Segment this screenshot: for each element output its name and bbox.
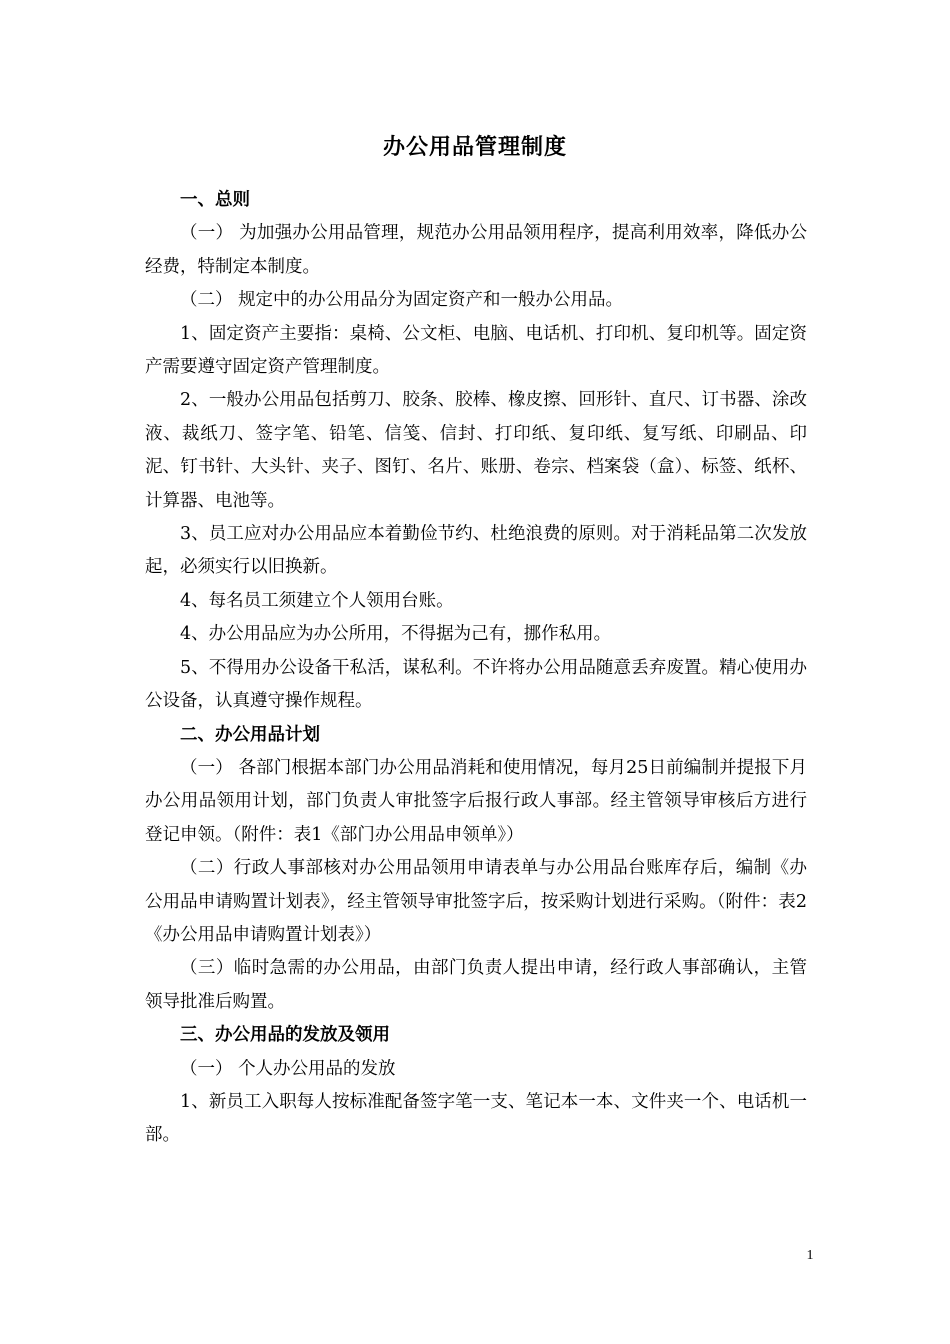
document-title: 办公用品管理制度	[382, 134, 567, 160]
paragraph: 1、固定资产主要指：桌椅、公文柜、电脑、电话机、打印机、复印机等。固定资产需要遵守固定资产管理制度。	[145, 323, 807, 378]
paragraph: 1、新员工入职每人按标准配备签字笔一支、笔记本一本、文件夹一个、电话机一部。	[145, 1091, 807, 1146]
paragraph: （一） 个人办公用品的发放	[180, 1058, 396, 1079]
paragraph: （一） 各部门根据本部门办公用品消耗和使用情况，每月25日前编制并提报下月办公用品领用计划，部门负责人审批签字后报行政人事部。经主管领导审核后方进行登记申领。（附件：表1《部门办公用品申领单》）	[145, 757, 807, 845]
paragraph: （一） 为加强办公用品管理，规范办公用品领用程序，提高利用效率，降低办公经费，特制定本制度。	[145, 223, 807, 277]
paragraph: （二） 规定中的办公用品分为固定资产和一般办公用品。	[180, 290, 624, 311]
paragraph: 5、不得用办公设备干私活，谋私利。不许将办公用品随意丢弃废置。精心使用办公设备，认真遵守操作规程。	[145, 657, 807, 712]
paragraph: 2、一般办公用品包括剪刀、胶条、胶棒、橡皮擦、回形针、直尺、订书器、涂改液、裁纸刀、签字笔、铅笔、信笺、信封、打印纸、复印纸、复写纸、印刷品、印泥、钉书针、大头针、夹子、图钉、名片、账册、卷宗、档案袋（盒）、标签、纸杯、计算器、电池等。	[145, 390, 807, 511]
section-heading: 三、办公用品的发放及领用	[180, 1025, 390, 1046]
paragraph: （三）临时急需的办公用品，由部门负责人提出申请，经行政人事部确认，主管领导批准后购置。	[145, 958, 807, 1012]
document-body	[145, 184, 807, 1153]
paragraph: 4、办公用品应为办公所用，不得据为己有，挪作私用。	[180, 624, 612, 645]
section-heading: 二、办公用品计划	[180, 724, 320, 745]
paragraph: （二）行政人事部核对办公用品领用申请表单与办公用品台账库存后，编制《办公用品申请购置计划表》，经主管领导审批签字后，按采购计划进行采购。（附件：表2《办公用品申请购置计划表》）	[145, 858, 807, 945]
paragraph: 4、每名员工须建立个人领用台账。	[180, 590, 454, 611]
paragraph: 3、员工应对办公用品应本着勤俭节约、杜绝浪费的原则。对于消耗品第二次发放起，必须实行以旧换新。	[145, 524, 807, 578]
section-heading: 一、总则	[180, 190, 250, 210]
page-number: 1	[806, 1248, 814, 1263]
